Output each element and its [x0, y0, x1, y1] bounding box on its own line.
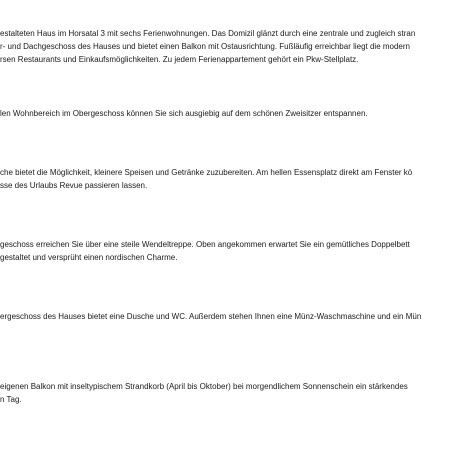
paragraph-living-area [0, 107, 450, 120]
text-line: r- und Dachgeschoss des Hauses und bietet einen Balkon mit Ostausrichtung. Fußläufig erreichbar liegt die modern [0, 42, 410, 51]
text-line: estalteten Haus im Horsatal 3 mit sechs Ferienwohnungen. Das Domizil glänzt durch eine zentrale und zugleich stran [0, 29, 416, 38]
paragraph-kitchen [0, 166, 450, 192]
paragraph-bedroom [0, 238, 450, 264]
text-line: eigenen Balkon mit inseltypischem Strandkorb (April bis Oktober) bei morgendlichem Sonnenschein ein stärkendes [0, 382, 408, 391]
text-line: n Tag. [0, 395, 22, 404]
text-line: ergeschoss des Hauses bietet eine Dusche und WC. Außerdem stehen Ihnen eine Münz-Waschmaschine und ein Mün [0, 312, 422, 321]
text-line: sse des Urlaubs Revue passieren lassen. [0, 181, 148, 190]
paragraph-balcony [0, 380, 450, 406]
text-line: rsen Restaurants und Einkaufsmöglichkeiten. Zu jedem Ferienappartement gehört ein Pkw-Stellplatz. [0, 55, 359, 64]
paragraph-bathroom [0, 310, 450, 323]
text-line: che bietet die Möglichkeit, kleinere Speisen und Getränke zuzubereiten. Am hellen Essensplatz direkt am Fenster kö [0, 168, 413, 177]
paragraph-house-description [0, 27, 450, 66]
text-line: len Wohnbereich im Obergeschoss können Sie sich ausgiebig auf dem schönen Zweisitzer entspannen. [0, 109, 368, 118]
text-line: geschoss erreichen Sie über eine steile Wendeltreppe. Oben angekommen erwartet Sie ein gemütliches Doppelbett [0, 240, 410, 249]
text-line: gestaltet und versprüht einen nordischen Charme. [0, 253, 178, 262]
